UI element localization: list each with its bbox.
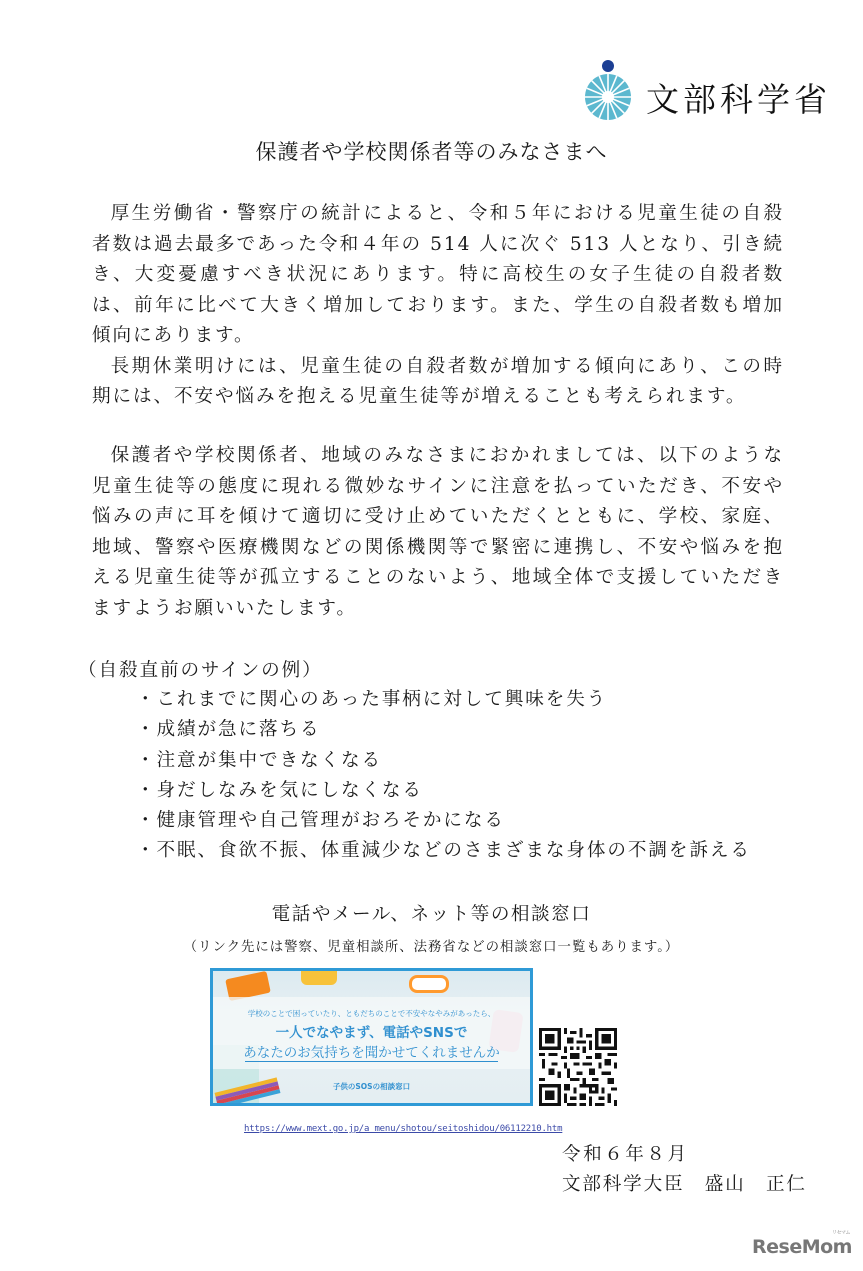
- contact-heading: 電話やメール、ネット等の相談窓口: [271, 904, 592, 925]
- paragraph-request: 保護者や学校関係者、地域のみなさまにおかれましては、以下のような児童生徒等の態度に現れる微妙なサインに注意を払っていただき、不安や悩みの声に耳を傾けて適切に受け止めていただくとともに、学校、家庭、地域、警察や医療機関などの関係機関等で緊密に連携し、不安や悩みを抱える児童生徒等が孤立することのないよう、地域全体で支援していただきますようお願いいたします。: [92, 445, 784, 619]
- sign-item: ・ 身だしなみを気にしなくなる: [136, 776, 751, 806]
- request-paragraphs: [92, 441, 784, 624]
- consultation-link[interactable]: https://www.mext.go.jp/a_menu/shotou/seitoshidou/06112210.htm: [244, 1124, 563, 1134]
- resemom-watermark: [752, 1230, 852, 1258]
- signs-heading: （自殺直前のサインの例）: [78, 660, 323, 681]
- banner-line-1: 学校のことで困っていたり、ともだちのことで不安やなやみがあったら、: [247, 1009, 496, 1018]
- page-title: 保護者や学校関係者等のみなさまへ: [255, 140, 608, 164]
- watermark-text: ReseMom: [752, 1236, 852, 1258]
- intro-paragraphs: [92, 199, 784, 413]
- mext-logo: [582, 60, 831, 120]
- paragraph-holiday: 長期休業明けには、児童生徒の自殺者数が増加する傾向にあり、この時期には、不安や悩みを抱える児童生徒等が増えることも考えられます。: [92, 355, 784, 407]
- qr-code-icon[interactable]: [539, 1028, 617, 1106]
- banner-decoration: [301, 968, 337, 985]
- contact-note: （リンク先には警察、児童相談所、法務省などの相談窓口一覧もあります。）: [183, 940, 680, 955]
- banner-decoration: [409, 975, 449, 993]
- sign-item: ・ 健康管理や自己管理がおろそかになる: [136, 806, 751, 836]
- sign-item: ・ 成績が急に落ちる: [136, 715, 751, 745]
- sign-item: ・ これまでに関心のあった事柄に対して興味を失う: [136, 685, 751, 715]
- sign-item: ・ 注意が集中できなくなる: [136, 746, 751, 776]
- signs-list: [136, 685, 751, 867]
- mext-emblem-icon: [582, 59, 634, 121]
- banner-line-2: 一人でなやまず、電話やSNSで: [275, 1025, 468, 1041]
- logo-text: 文部科学省: [646, 79, 831, 119]
- banner-footer: 子供のSOSの相談窓口: [332, 1082, 411, 1091]
- paragraph-statistics: 厚生労働省・警察庁の統計によると、令和５年における児童生徒の自殺者数は過去最多であった令和４年の 514 人に次ぐ 513 人となり、引き続き、大変憂慮すべき状況にあります。特に高校生の女子生徒の自殺者数は、前年に比べて大きく増加しております。また、学生の自殺者数も増加傾向にあります。: [92, 203, 784, 346]
- sos-consultation-banner[interactable]: [210, 968, 533, 1106]
- signature-name: 文部科学大臣 盛山 正仁: [562, 1174, 807, 1195]
- signature-date: 令和６年８月: [562, 1144, 689, 1165]
- watermark-small-text: リセマム: [832, 1230, 850, 1236]
- banner-underline: [245, 1061, 498, 1062]
- banner-line-3: あなたのお気持ちを聞かせてくれませんか: [243, 1045, 500, 1061]
- sign-item: ・ 不眠、食欲不振、体重減少などのさまざまな身体の不調を訴える: [136, 836, 751, 866]
